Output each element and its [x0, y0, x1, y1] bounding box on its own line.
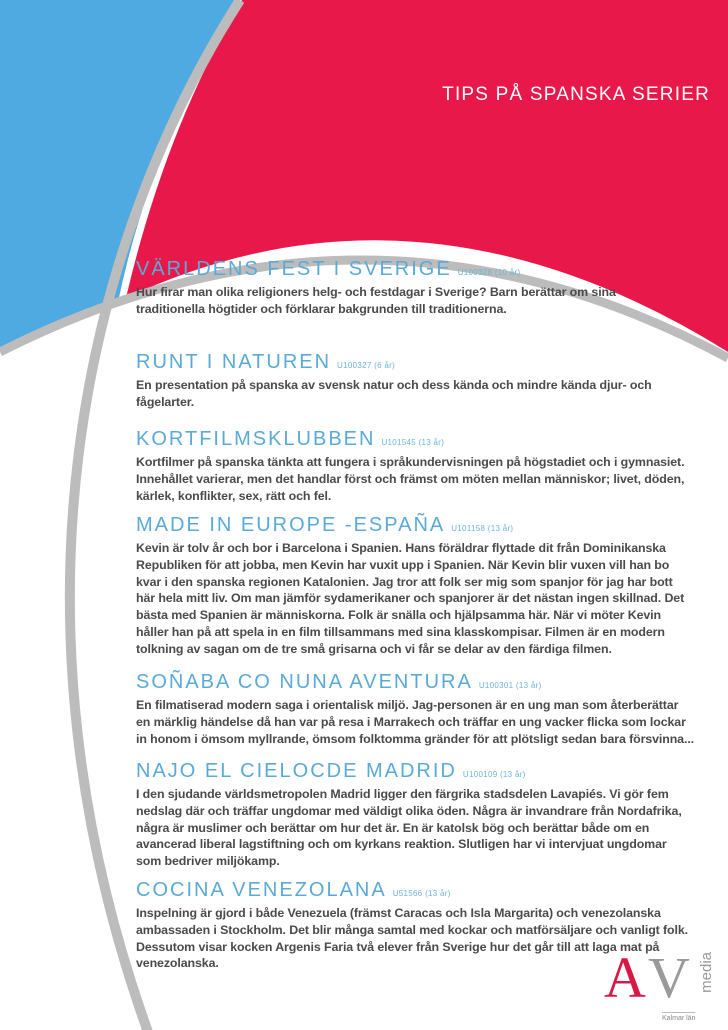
program-description — [136, 377, 696, 411]
description-line: Dessutom visar kocken Argenis Faria två elever från Sverige hur det går till att laga mat på — [136, 939, 660, 954]
description-line: ambassaden i Stockholm. Det blir många samtal med kockar och matförsäljare och vanligt folk. — [136, 922, 688, 937]
program-code: U101158 (13 år) — [451, 524, 514, 533]
program-code: U101545 (13 år) — [381, 438, 445, 447]
description-line: I den sjudande världsmetropolen Madrid ligger den färgrika stadsdelen Lavapiés. Vi gör fem — [136, 787, 669, 801]
program-section — [136, 258, 696, 318]
program-description — [136, 786, 696, 870]
description-line: En filmatiserad modern saga i orientalisk miljö. Jag-personen är en ung man som återberättar — [136, 698, 679, 712]
program-description — [136, 454, 696, 504]
program-title: NAJO EL CIELOCDE MADRID — [136, 760, 457, 782]
program-section — [136, 351, 696, 411]
description-line: in honom i ömsom myllrande, ömsom folktomma gränder för att plötsligt sedan bara försvinna... — [136, 731, 695, 746]
section-heading — [136, 258, 696, 284]
program-title: VÄRLDENS FEST I SVERIGE — [136, 258, 452, 280]
program-description — [136, 697, 696, 747]
description-line: håller han på att spela in en film tillsammans med sina klasskompisar. Filmen är en modern — [136, 624, 665, 639]
description-line: Innehållet varierar, men det handlar först och främst om möten mellan människor; livet, döden, — [136, 471, 685, 486]
program-title: KORTFILMSKLUBBEN — [136, 428, 376, 450]
description-line: nedslag där och träffar ungdomar med väldigt olika öden. Några är invandrare från Nordafrika, — [136, 803, 682, 818]
description-line: avancerad liberal lagstiftning och om kyrkans reaktion. Slutligen har vi intervjuat ungdomar — [136, 837, 667, 852]
section-heading — [136, 428, 696, 454]
section-heading — [136, 514, 696, 540]
section-heading — [136, 760, 696, 786]
program-section — [136, 428, 696, 504]
program-title: RUNT I NATUREN — [136, 351, 332, 373]
description-line: kärlek, konflikter, sex, rätt och fel. — [136, 488, 332, 503]
program-title: SOÑABA CO NUNA AVENTURA — [136, 671, 473, 693]
description-line: traditionella högtider och förklarar bakgrunden till traditionerna. — [136, 301, 507, 316]
description-line: Republiken för att jobba, men Kevin har vuxit upp i Spanien. När Kevin blir vuxen vill han bo — [136, 557, 670, 572]
program-description — [136, 284, 696, 318]
section-heading — [136, 879, 696, 905]
av-media-logo — [604, 945, 726, 1028]
description-line: tolkning av sagan om de tre små grisarna och vi får se delar av den färdiga filmen. — [136, 641, 612, 656]
logo-media: media — [698, 952, 715, 993]
description-line: venezolanska. — [136, 956, 219, 971]
program-code: U100109 (13 år) — [462, 770, 526, 779]
description-line: några är muslimer och berättar om hur det är. En är katolsk bög och berättar både om en — [136, 820, 650, 835]
description-line: En presentation på spanska av svensk natur och dess kända och mindre kända djur- och — [136, 378, 652, 392]
description-line: Inspelning är gjord i både Venezuela (främst Caracas och Isla Margarita) och venezolanska — [136, 906, 661, 920]
section-heading — [136, 671, 696, 697]
description-line: fågelarter. — [136, 394, 195, 409]
description-line: bästa med Spanien är människorna. Folk är snälla och hjälpsamma här. När vi möter Kevin — [136, 608, 661, 623]
description-line: en märklig händelse då han var på resa i Marrakech och träffar en ung vacker flicka som lockar — [136, 714, 686, 729]
section-heading — [136, 351, 696, 377]
program-section — [136, 760, 696, 870]
description-line: som bedriver miljökamp. — [136, 854, 280, 869]
program-title: COCINA VENEZOLANA — [136, 879, 387, 901]
description-line: Hur firar man olika religioners helg- och festdagar i Sverige? Barn berättar om sina — [136, 285, 616, 299]
program-description — [136, 540, 696, 658]
description-line: kvar i den spanska regionen Katalonien. Jag tror att folk ser mig som spanjor för jag har bott — [136, 574, 673, 589]
program-code: U100328 (10 år) — [457, 268, 521, 277]
program-section — [136, 671, 696, 747]
logo-region: Kalmar län — [662, 1012, 695, 1023]
program-section — [136, 514, 696, 658]
program-code: U100327 (6 år) — [337, 361, 396, 370]
program-code: U51566 (13 år) — [392, 889, 451, 898]
description-line: Kevin är tolv år och bor i Barcelona i Spanien. Hans föräldrar flyttade dit från Dominikanska — [136, 541, 666, 555]
logo-a: A — [604, 945, 646, 1010]
description-line: Kortfilmer på spanska tänkta att fungera i språkundervisningen på högstadiet och i gymnasiet. — [136, 455, 685, 469]
page-title: TIPS PÅ SPANSKA SERIER — [442, 84, 710, 105]
program-title: MADE IN EUROPE -ESPAÑA — [136, 514, 446, 536]
program-code: U100301 (13 år) — [478, 681, 542, 690]
description-line: här hela mitt liv. Om man jämför sydamerikaner och spanjorer är det nästan ingen skillnad. Det — [136, 591, 685, 606]
logo-v: V — [648, 945, 690, 1010]
